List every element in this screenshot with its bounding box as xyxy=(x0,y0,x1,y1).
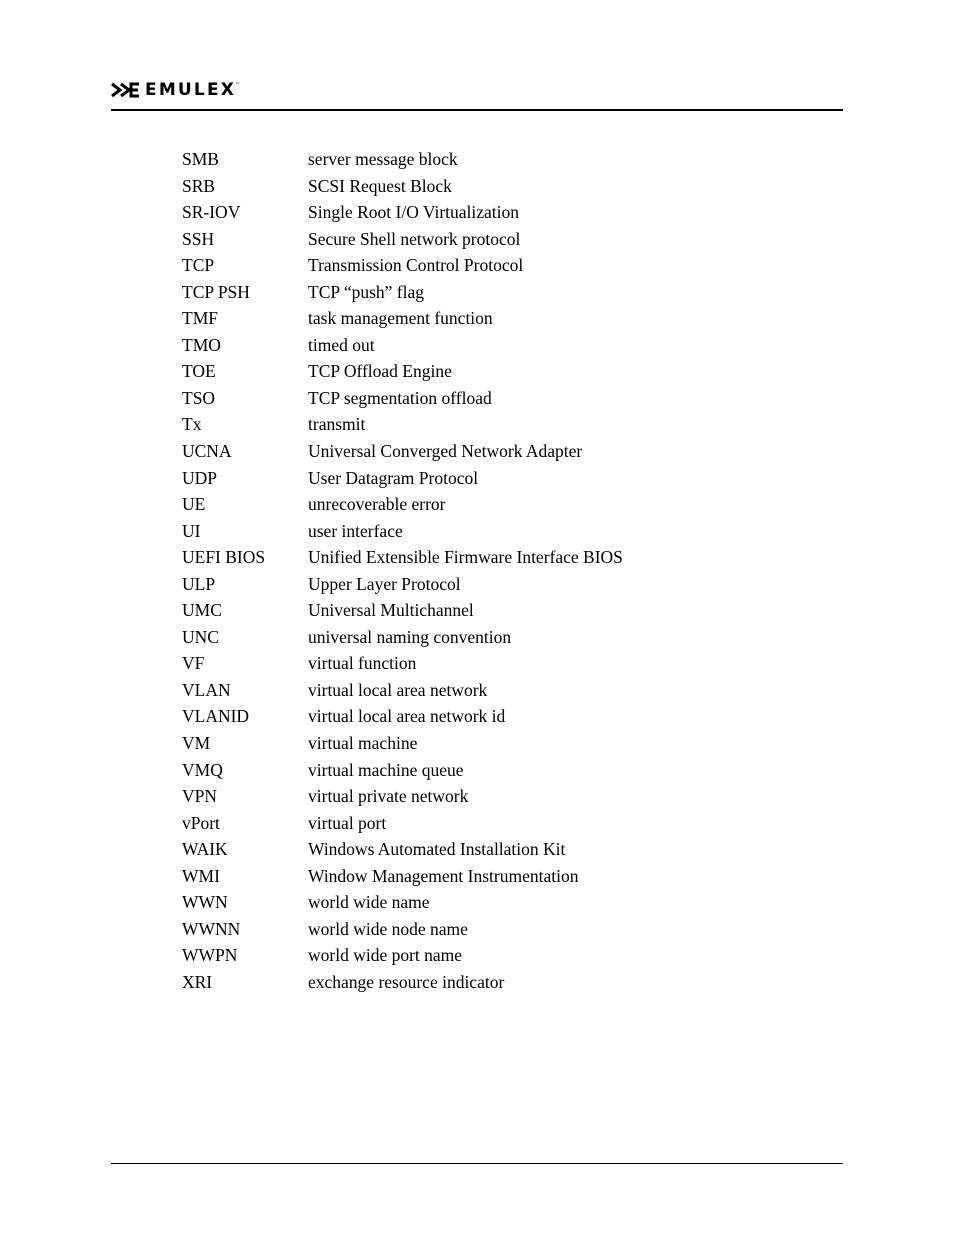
glossary-abbreviation: VLAN xyxy=(182,679,231,700)
glossary-row xyxy=(182,358,782,385)
glossary-abbreviation: WWPN xyxy=(182,945,238,966)
glossary-definition: Unified Extensible Firmware Interface BIOS xyxy=(308,547,623,568)
glossary-abbreviation: Tx xyxy=(182,414,202,435)
glossary-abbreviation: UI xyxy=(182,520,201,541)
glossary-row xyxy=(182,836,782,863)
glossary-definition: virtual machine queue xyxy=(308,759,464,780)
glossary-definition: virtual port xyxy=(308,812,387,833)
glossary-abbreviation: SR-IOV xyxy=(182,202,241,223)
glossary-definition: TCP “push” flag xyxy=(308,281,424,302)
glossary-row xyxy=(182,173,782,200)
glossary-definition: Secure Shell network protocol xyxy=(308,228,521,249)
glossary-definition: timed out xyxy=(308,334,375,355)
glossary-row xyxy=(182,571,782,598)
glossary-abbreviation: TCP xyxy=(182,255,215,276)
glossary-row xyxy=(182,305,782,332)
glossary-definition: world wide node name xyxy=(308,918,468,939)
glossary-abbreviation: WWN xyxy=(182,892,228,913)
glossary-definition: SCSI Request Block xyxy=(308,175,452,196)
glossary-row xyxy=(182,438,782,465)
glossary-definition: unrecoverable error xyxy=(308,494,446,515)
glossary-row xyxy=(182,916,782,943)
emulex-logo xyxy=(111,80,240,100)
glossary-definition: world wide name xyxy=(308,892,430,913)
glossary-definition: Universal Multichannel xyxy=(308,600,474,621)
logo-wordmark: EMULEX xyxy=(145,80,237,100)
glossary-abbreviation: ULP xyxy=(182,573,216,594)
glossary-row xyxy=(182,385,782,412)
glossary-abbreviation: WMI xyxy=(182,865,220,886)
glossary-abbreviation: vPort xyxy=(182,812,220,833)
glossary-abbreviation: SRB xyxy=(182,175,216,196)
glossary-row xyxy=(182,969,782,996)
glossary-abbreviation: TOE xyxy=(182,361,216,382)
glossary-abbreviation: VMQ xyxy=(182,759,223,780)
emulex-mark-icon xyxy=(111,82,141,98)
glossary-definition: TCP Offload Engine xyxy=(308,361,452,382)
glossary-definition: server message block xyxy=(308,149,458,169)
glossary-row xyxy=(182,279,782,306)
glossary-row xyxy=(182,889,782,916)
glossary-list xyxy=(182,146,782,996)
glossary-row xyxy=(182,783,782,810)
glossary-row xyxy=(182,730,782,757)
glossary-row xyxy=(182,677,782,704)
glossary-row xyxy=(182,863,782,890)
glossary-definition: Universal Converged Network Adapter xyxy=(308,441,583,462)
glossary-definition: virtual machine xyxy=(308,733,418,754)
glossary-definition: Window Management Instrumentation xyxy=(308,865,579,886)
trademark-mark: ™ xyxy=(235,82,241,88)
page-header xyxy=(111,78,843,111)
glossary-row xyxy=(182,757,782,784)
glossary-definition: User Datagram Protocol xyxy=(308,467,479,488)
glossary-row xyxy=(182,624,782,651)
glossary-abbreviation: TSO xyxy=(182,387,216,408)
glossary-abbreviation: UCNA xyxy=(182,441,232,462)
glossary-abbreviation: SMB xyxy=(182,149,219,169)
glossary-row xyxy=(182,146,782,173)
glossary-definition: world wide port name xyxy=(308,945,463,966)
glossary-abbreviation: UNC xyxy=(182,626,219,647)
glossary-row xyxy=(182,544,782,571)
glossary-row xyxy=(182,226,782,253)
glossary-row xyxy=(182,703,782,730)
glossary-definition: user interface xyxy=(308,520,403,541)
glossary-row xyxy=(182,942,782,969)
glossary-abbreviation: TMO xyxy=(182,334,221,355)
glossary-definition: exchange resource indicator xyxy=(308,971,505,992)
glossary-abbreviation: VM xyxy=(182,733,211,754)
glossary-abbreviation: TCP PSH xyxy=(182,281,250,302)
glossary-abbreviation: VPN xyxy=(182,786,218,807)
glossary-definition: Upper Layer Protocol xyxy=(308,573,461,594)
glossary-abbreviation: VF xyxy=(182,653,205,674)
glossary-definition: universal naming convention xyxy=(308,626,512,647)
glossary-abbreviation: XRI xyxy=(182,971,213,992)
glossary-row xyxy=(182,518,782,545)
glossary-abbreviation: TMF xyxy=(182,308,218,329)
glossary-definition: task management function xyxy=(308,308,493,329)
glossary-definition: TCP segmentation offload xyxy=(308,387,492,408)
glossary-definition: transmit xyxy=(308,414,366,435)
glossary-row xyxy=(182,810,782,837)
glossary-abbreviation: UEFI BIOS xyxy=(182,547,266,568)
glossary-row xyxy=(182,650,782,677)
glossary-abbreviation: VLANID xyxy=(182,706,250,727)
glossary-abbreviation: WAIK xyxy=(182,839,228,860)
glossary-abbreviation: SSH xyxy=(182,228,215,249)
glossary-row xyxy=(182,252,782,279)
glossary-row xyxy=(182,597,782,624)
glossary-row xyxy=(182,491,782,518)
glossary-row xyxy=(182,465,782,492)
glossary-definition: virtual private network xyxy=(308,786,469,807)
glossary-definition: virtual function xyxy=(308,653,417,674)
glossary-definition: Single Root I/O Virtualization xyxy=(308,202,520,223)
glossary-row xyxy=(182,411,782,438)
glossary-abbreviation: UDP xyxy=(182,467,218,488)
glossary-abbreviation: WWNN xyxy=(182,918,241,939)
glossary-definition: Windows Automated Installation Kit xyxy=(308,839,566,860)
glossary-definition: virtual local area network xyxy=(308,679,488,700)
glossary-abbreviation: UE xyxy=(182,494,206,515)
glossary-definition: Transmission Control Protocol xyxy=(308,255,524,276)
glossary-abbreviation: UMC xyxy=(182,600,222,621)
glossary-row xyxy=(182,332,782,359)
glossary-definition: virtual local area network id xyxy=(308,706,506,727)
glossary-row xyxy=(182,199,782,226)
footer-divider xyxy=(111,1163,843,1164)
